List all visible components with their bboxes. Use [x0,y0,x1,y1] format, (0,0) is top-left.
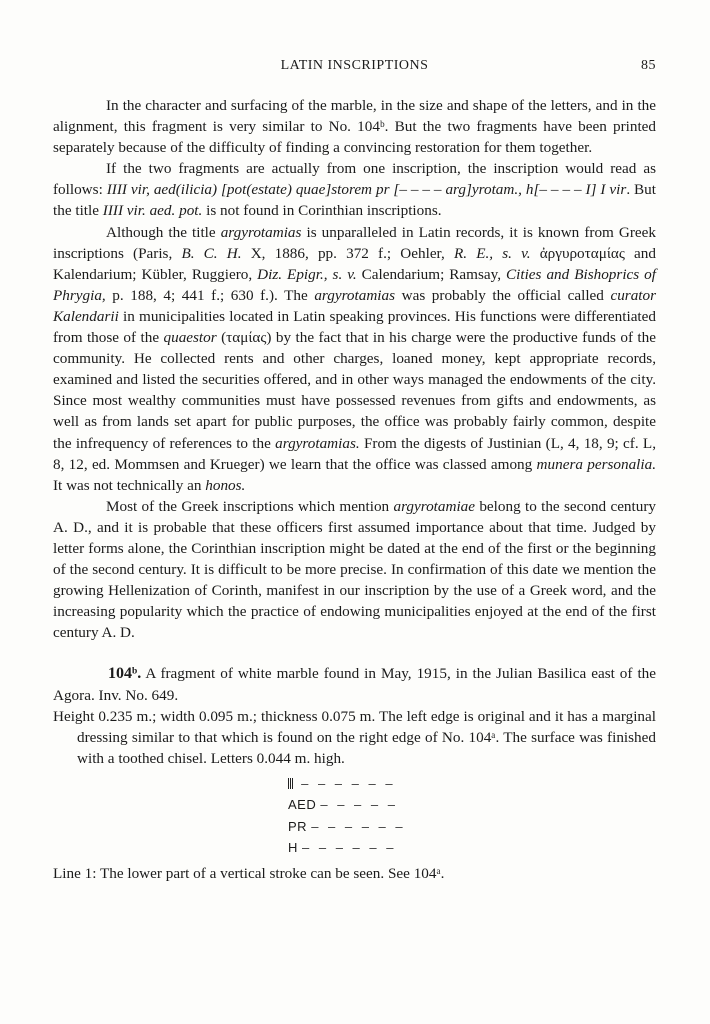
text-run: From the digests of Justinian (L, 4, 18, 9; cf. L, 8, 12, ed. Mommsen and Krueger) we learn that the office was classed among [53,434,657,473]
text-run: in municipalities located in Latin speaking provinces. His functions were differentiated from those of the [53,307,656,347]
body-text [53,95,656,884]
vertical-stroke-fragment [288,778,294,789]
text-run: p. 188, 4; 441 f.; 630 f.). The [105,286,315,304]
citation: R. E., s. v. [453,244,531,262]
lacuna: – – – – – – [301,775,396,791]
text-run: It was not technically an [53,476,206,494]
entry-dimensions: Height 0.235 m.; width 0.095 m.; thickness 0.075 m. The left edge is original and it has a marginal dressing similar to that which is found on the right edge of No. 104ᵃ. The surface was finished with a toothed chisel. Letters 0.044 m. high. [53,707,656,767]
italic-term: argyrotamias. [275,434,360,452]
line-letters: AED [288,797,317,813]
text-run: belong to the second century A. D., and it is probable that these officers first assumed importance about that time. Judged by letter forms alone, the Corinthian inscription might be dated at the end of the first or the beginning of the second century. It is difficult to be more precise. In confirmation of this date we mention the growing Hellenization of Corinth, manifest in our inscription by the use of a Greek word, and the increasing popularity which the practice of endowing municipalities enjoyed at the end of the first century A. D. [53,497,656,642]
inscription-text [288,773,656,859]
italic-term: curator Kalendarii [53,286,657,325]
entry-number: 104ᵇ. [108,665,142,683]
line-letters: H [288,840,298,856]
line-note: Line 1: The lower part of a vertical stroke can be seen. See 104ᵃ. [53,864,445,882]
inscription-line [288,837,656,859]
text-run: ἀργυροταμίας and Kalendarium; Kübler, Ruggiero, [53,244,656,283]
text-run: Although the title [106,223,221,241]
paragraph-4 [53,496,656,644]
inscription-line [288,816,656,838]
restored-text: IIII vir, aed(ilicia) [pot(estate) quae]storem pr [– – – – arg]yrotam., h[– – – – I] I vir [106,181,627,199]
inscription-line [288,773,656,795]
paragraph-1: In the character and surfacing of the marble, in the size and shape of the letters, and in the alignment, this fragment is very similar to No. 104ᵇ. But the two fragments have been printed separately because of the difficulty of finding a convincing restoration for them together. [53,97,656,157]
line-letters: PR [288,818,308,834]
title-abbreviation: IIII vir. aed. pot. [102,202,203,220]
italic-term: quaestor [163,329,217,347]
text-run: If the two fragments are actually from one inscription, the inscription would read as follows: [53,160,656,199]
italic-term: honos. [205,476,246,494]
italic-term: munera personalia. [536,455,656,473]
catalogue-entry [53,663,656,705]
text-run: (ταμίας) by the fact that in his charge were the productive funds of the community. He collected rents and other charges, loaned money, kept appropriate records, examined and listed the securities offered, and in other ways managed the endowments of the city. Since most wealthy communities must have possessed revenues from gifts and endowments, as well as from lands set apart for public purposes, the office was probably fairly common, despite the infrequency of references to the [53,329,656,452]
text-run: Calendarium; Ramsay, [356,265,507,283]
text-run: Most of the Greek inscriptions which mention [106,497,394,515]
running-title: LATIN INSCRIPTIONS [280,58,429,73]
entry-description: A fragment of white marble found in May, 1915, in the Julian Basilica east of the Agora. Inv. No. 649. [53,665,656,704]
italic-term: argyrotamias [314,286,396,304]
inscription-line [288,794,656,816]
citation: Cities and Bishoprics of Phrygia, [53,265,656,304]
citation: B. C. H. [181,244,242,262]
text-run: . But the title [53,181,656,220]
italic-term: argyrotamias [220,223,302,241]
lacuna: – – – – – – [302,840,397,856]
text-run: was probably the official called [395,286,611,304]
lacuna: – – – – – – [311,818,406,834]
citation: Diz. Epigr., s. v. [257,265,357,283]
text-run: is unparalleled in Latin records, it is known from Greek inscriptions (Paris, [53,223,656,262]
lacuna: – – – – – [320,797,398,813]
text-run: is not found in Corinthian inscriptions. [202,202,442,220]
paragraph-2 [53,158,656,221]
paragraph-3 [53,222,656,496]
text-run: X, 1886, pp. 372 f.; Oehler, [241,244,454,262]
page-number: 85 [641,58,656,73]
italic-term: argyrotamiae [393,497,476,515]
